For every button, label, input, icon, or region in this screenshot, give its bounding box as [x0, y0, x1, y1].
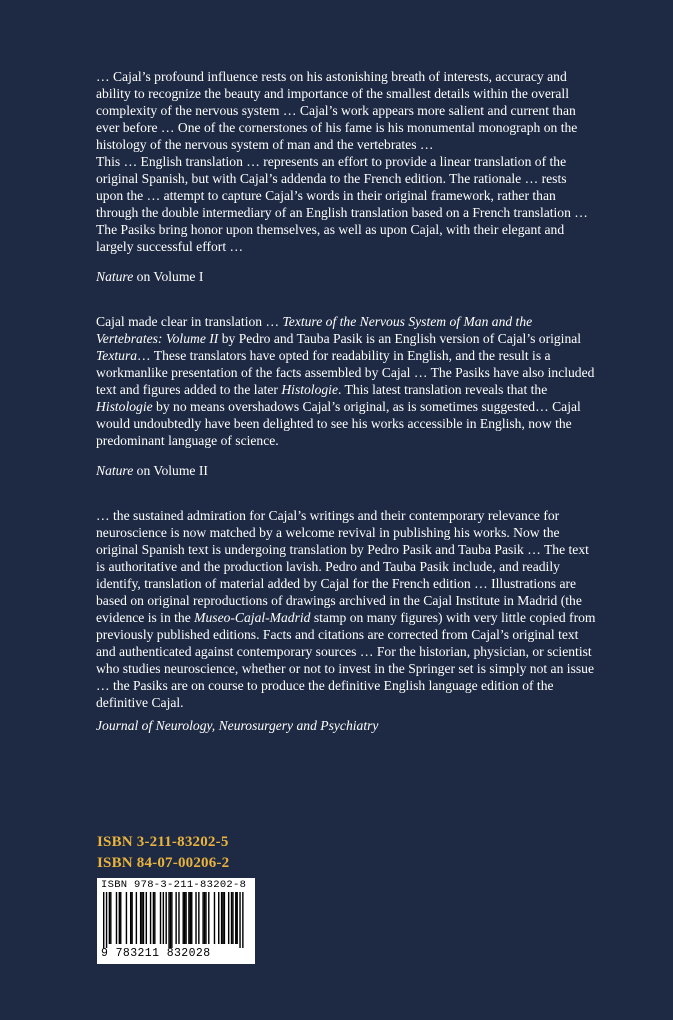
review-2-paragraph [96, 313, 596, 449]
barcode-bar [175, 892, 176, 944]
barcode-bar [119, 892, 120, 944]
barcode-bar [146, 892, 147, 944]
barcode-bar [228, 892, 229, 944]
barcode-bar [191, 892, 192, 944]
barcode-bar [214, 892, 215, 944]
barcode-bar [110, 892, 111, 944]
review-3-text-1: … the sustained admiration for Cajal’s writings and their contemporary relevance for neuroscience is now matched by a welcome revival in publishing his works. Now the original Spanish text is undergoing translation by Pedro Pasik and Tauba Pasik … The text is authoritative and the production lavish. Pedro and Tauba Pasik include, and readily identify, translation of material added by Cajal for the French edition … Illustrations are based on original reproductions of drawings archived in the Cajal Institute in Madrid (the evidence is in the [96, 508, 589, 625]
barcode-bar [170, 892, 171, 948]
review-2-source-volume: on Volume II [133, 463, 208, 478]
barcode-bar [165, 892, 166, 944]
barcode-bar [126, 892, 127, 944]
barcode-bar [198, 892, 199, 944]
barcode-bar [131, 892, 132, 944]
review-1-source [96, 268, 596, 285]
barcode [97, 878, 255, 964]
review-1-source-journal: Nature [96, 269, 134, 284]
barcode-bar [178, 892, 179, 944]
review-3-source [96, 717, 596, 734]
barcode-bar [183, 892, 184, 944]
barcode-bar [224, 892, 225, 944]
barcode-bar [141, 892, 142, 944]
barcode-bar [150, 892, 151, 944]
barcode-bar [160, 892, 161, 944]
review-2-textura: Textura [96, 348, 138, 363]
review-2-text-2: by Pedro and Tauba Pasik is an English version of Cajal’s original [218, 331, 582, 346]
barcode-bar [136, 892, 137, 944]
review-2-histologie-1: Histologie [281, 382, 338, 397]
barcode-bar [242, 892, 243, 948]
barcode-bar [205, 892, 206, 944]
barcode-bars [103, 892, 249, 948]
review-3-paragraph [96, 507, 596, 711]
barcode-bar [140, 892, 141, 944]
barcode-bar [188, 892, 189, 944]
review-3-text-2: stamp on many figures) with very little copied from previously published editions. Facts and citations are corrected from Cajal’s original text and authenticated against contemporary sources … For the historian, physician, or scientist who studies neuroscience, whether or not to invest in the Springer set is simply not an issue … the Pasiks are on course to produce the definitive English language edition of the definitive Cajal. [96, 610, 596, 710]
barcode-bar [154, 892, 155, 944]
review-3-source-journal: Journal of Neurology, Neurosurgery and Psychiatry [96, 718, 379, 733]
barcode-bar [202, 892, 203, 944]
review-2-text-4: . This latest translation reveals that the [337, 382, 548, 397]
barcode-bar [232, 892, 233, 944]
review-2-source [96, 462, 596, 479]
barcode-bar [116, 892, 117, 944]
barcode-bar [239, 892, 240, 948]
barcode-bar [143, 892, 144, 944]
isbn-line-2: ISBN 84-07-00206-2 [97, 855, 230, 871]
review-2-book-title: Texture of the Nervous System of Man and the Vertebrates: Volume II [96, 314, 533, 346]
back-cover-text [96, 68, 596, 734]
review-2-text-5: by no means overshadows Cajal’s original, as is sometimes suggested… Cajal would undoubtedly have been delighted to see his works accessible in English, now the predominant language of science. [96, 399, 581, 448]
barcode-bar [153, 892, 154, 944]
barcode-bar [171, 892, 172, 948]
review-2-text-1: Cajal made clear in translation … [96, 314, 283, 329]
barcode-bar [236, 892, 237, 944]
barcode-bar [185, 892, 186, 944]
barcode-bar [231, 892, 232, 944]
barcode-bar [222, 892, 223, 944]
barcode-bar [221, 892, 222, 944]
barcode-bar [208, 892, 209, 944]
barcode-bar [120, 892, 121, 944]
review-2-source-journal: Nature [96, 463, 134, 478]
review-2-histologie-2: Histologie [96, 399, 153, 414]
barcode-bar [235, 892, 236, 944]
barcode-bar [195, 892, 196, 944]
review-3-museo-stamp: Museo-Cajal-Madrid [194, 610, 311, 625]
barcode-bar [218, 892, 219, 944]
barcode-bar [184, 892, 185, 944]
review-2-text-3: … These translators have opted for readability in English, and the result is a workmanlike presentation of the facts assembled by Cajal … The Pasiks have also included text and figures added to the later [96, 348, 595, 397]
barcode-isbn-label: ISBN 978-3-211-83202-8 [101, 879, 247, 891]
barcode-bar [168, 892, 169, 948]
barcode-bar [106, 892, 107, 948]
barcode-bar [163, 892, 164, 944]
barcode-bar [204, 892, 205, 944]
isbn-line-1: ISBN 3-211-83202-5 [97, 834, 229, 850]
review-1-source-volume: on Volume I [133, 269, 204, 284]
review-1-paragraph-1: … Cajal’s profound influence rests on his astonishing breath of interests, accuracy and ability to recognize the beauty and importance of the smallest details within the overall complexity of the nervous system … Cajal’s work appears more salient and current than ever before … One of the cornerstones of his fame is his monumental monograph on the histology of the nervous system of man and the vertebrates … [96, 69, 578, 152]
barcode-bar [103, 892, 104, 948]
barcode-bar [190, 892, 191, 944]
barcode-bar [109, 892, 110, 944]
barcode-bar [130, 892, 131, 944]
barcode-digits: 9 783211 832028 [101, 947, 211, 960]
review-1-paragraph-2: This … English translation … represents an effort to provide a linear translation of the original Spanish, but with Cajal’s addenda to the French edition. The rationale … rests upon the … attempt to capture Cajal’s words in their original framework, rather than through the double intermediary of an English translation based on a French translation … The Pasiks bring honor upon themselves, as well as upon Cajal, with their elegant and largely successful effort … [96, 154, 588, 254]
